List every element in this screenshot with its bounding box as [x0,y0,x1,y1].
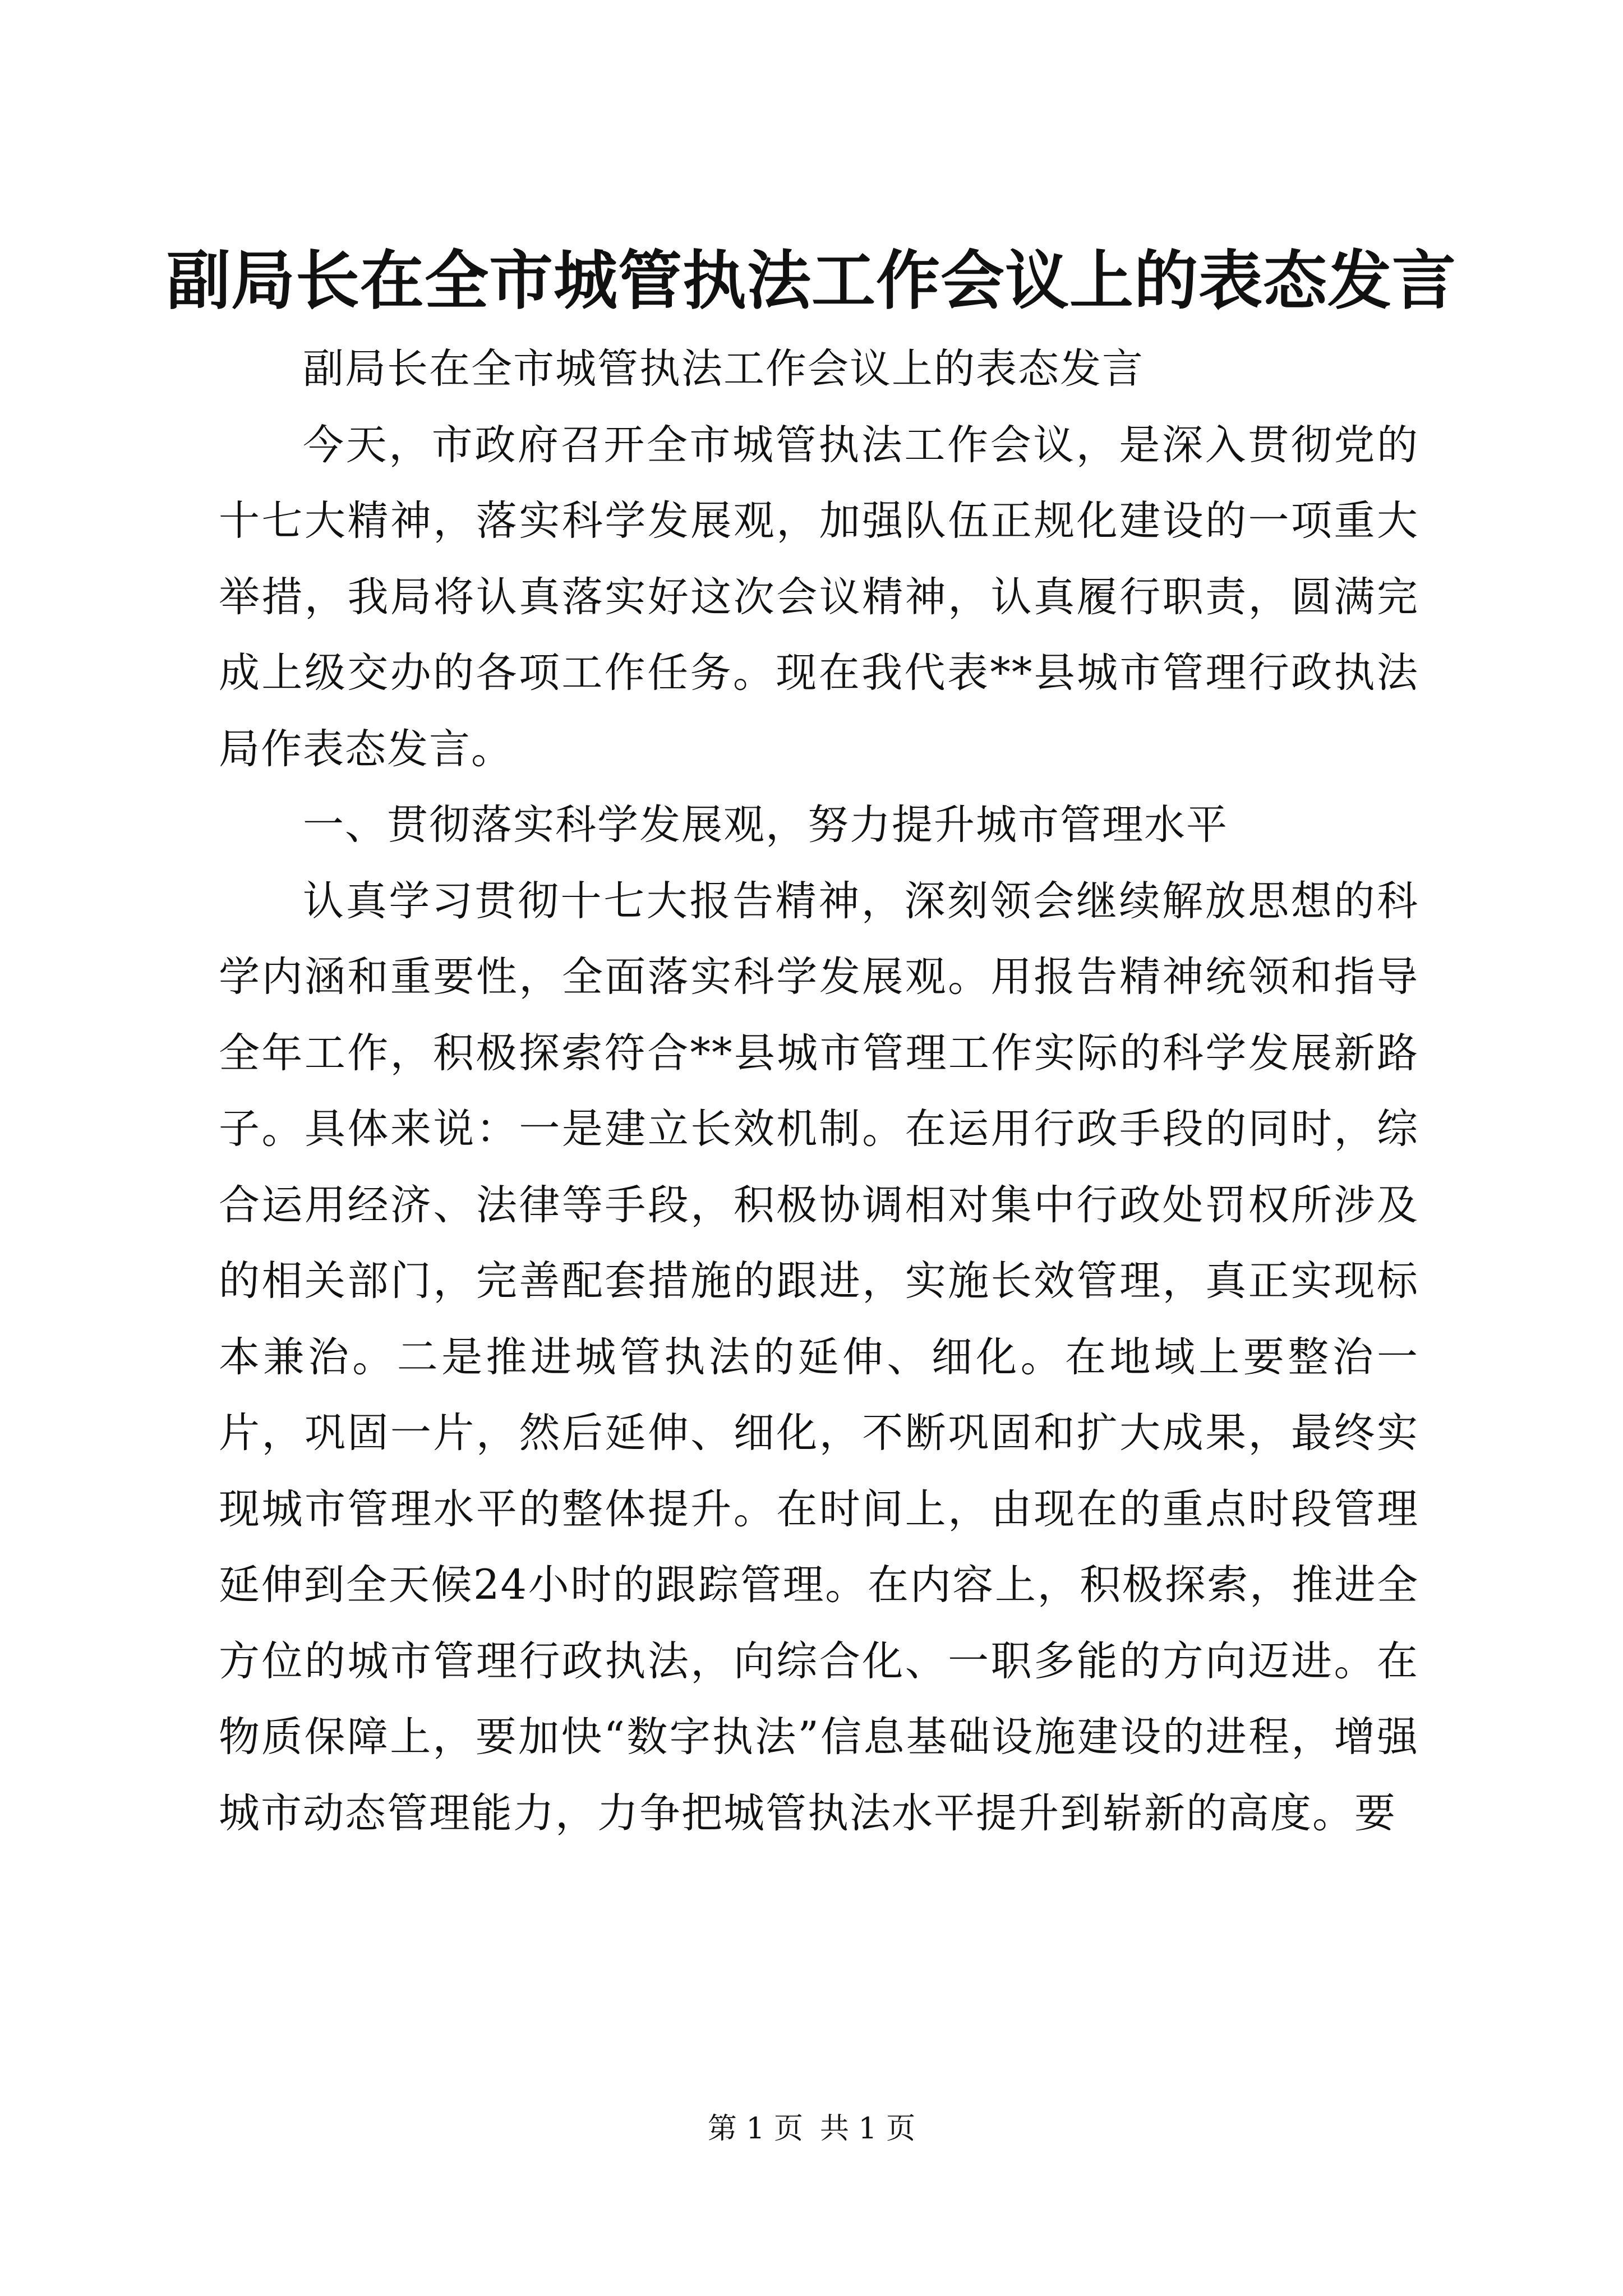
page-number: 第 1 页 [707,2112,803,2146]
intro-paragraph: 今天，市政府召开全市城管执法工作会议，是深入贯彻党的十七大精神，落实科学发展观，加强队伍正规化建设的一项重大举措，我局将认真落实好这次会议精神，认真履行职责，圆满完成上级交办的各项工作任务。现在我代表**县城市管理行政执法局作表态发言。 [219,421,1419,773]
page-total: 共 1 页 [820,2112,916,2146]
document-title: 副局长在全市城管执法工作会议上的表态发言 [166,243,1456,318]
section-1-paragraph: 认真学习贯彻十七大报告精神，深刻领会继续解放思想的科学内涵和重要性，全面落实科学发展观。用报告精神统领和指导全年工作，积极探索符合**县城市管理工作实际的科学发展新路子。具体来说：一是建立长效机制。在运用行政手段的同时，综合运用经济、法律等手段，积极协调相对集中行政处罚权所涉及的相关部门，完善配套措施的跟进，实施长效管理，真正实现标本兼治。二是推进城管执法的延伸、细化。在地域上要整治一片，巩固一片，然后延伸、细化，不断巩固和扩大成果，最终实现城市管理水平的整体提升。在时间上，由现在的重点时段管理延伸到全天候24小时的跟踪管理。在内容上，积极探索，推进全方位的城市管理行政执法，向综合化、一职多能的方向迈进。在物质保障上，要加快“数字执法”信息基础设施建设的进程，增强城市动态管理能力，力争把城管执法水平提升到崭新的高度。要 [219,877,1419,1837]
document-body [219,331,1419,1851]
subtitle-paragraph: 副局长在全市城管执法工作会议上的表态发言 [303,345,1144,393]
section-heading-1: 一、贯彻落实科学发展观，努力提升城市管理水平 [303,801,1228,849]
page-footer [0,2109,1623,2148]
